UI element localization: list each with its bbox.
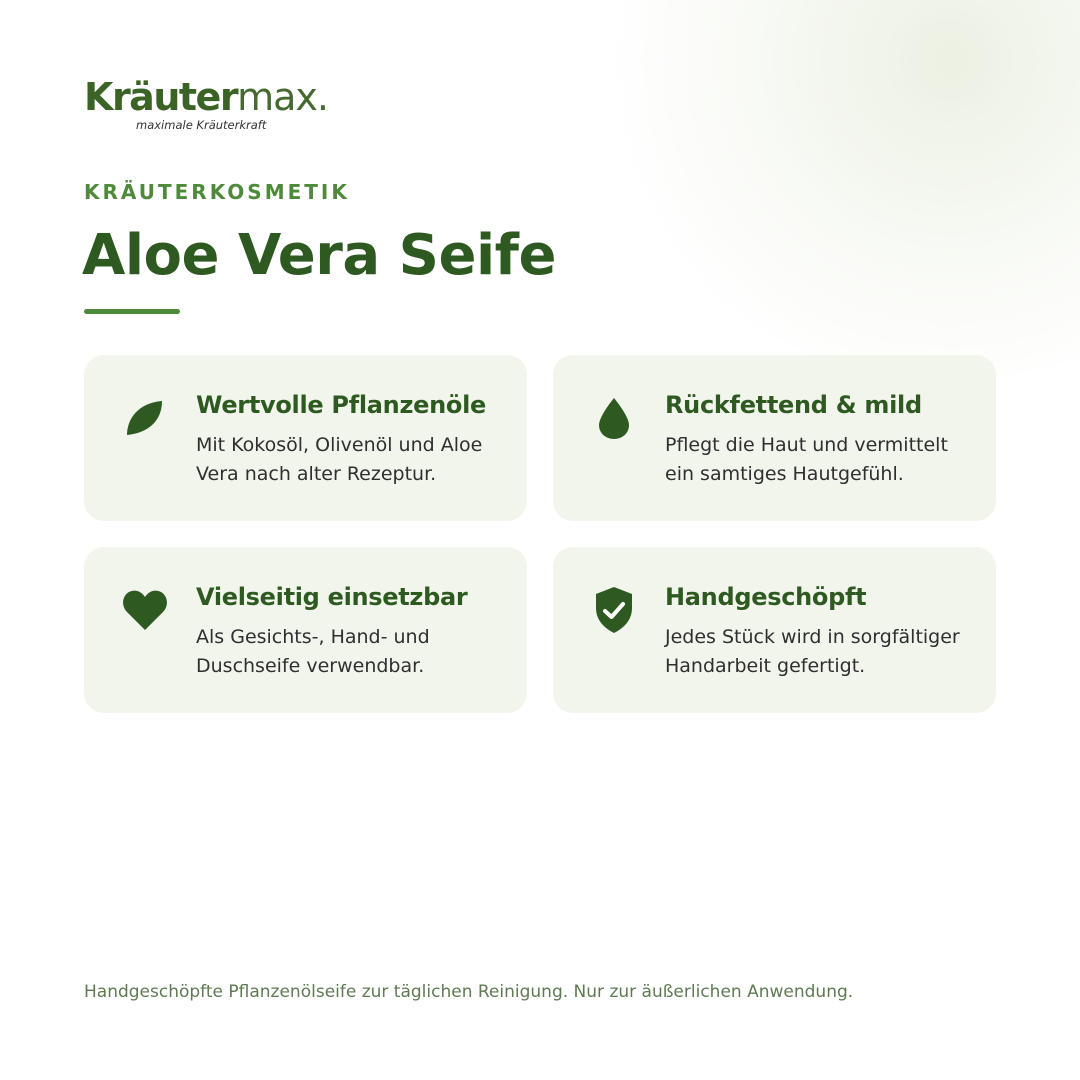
leaf-icon xyxy=(122,395,168,441)
feature-description: Mit Kokosöl, Olivenöl und Aloe Vera nach alter Rezeptur. xyxy=(196,434,483,485)
page-title: Aloe Vera Seife xyxy=(82,223,556,288)
drop-icon xyxy=(591,395,637,441)
feature-title: Handgeschöpft xyxy=(665,583,867,611)
shield-check-icon xyxy=(591,587,637,633)
footer-note: Handgeschöpfte Pflanzenölseife zur täglichen Reinigung. Nur zur äußerlichen Anwendung. xyxy=(84,982,854,1002)
feature-title: Wertvolle Pflanzenöle xyxy=(196,391,486,419)
feature-title: Vielseitig einsetzbar xyxy=(196,583,468,611)
feature-card-vielseitig xyxy=(84,547,527,713)
logo-wordmark-bold: Kräuter xyxy=(84,75,238,119)
logo-tagline: maximale Kräuterkraft xyxy=(136,118,267,132)
heart-icon xyxy=(122,587,168,633)
feature-title: Rückfettend & mild xyxy=(665,391,922,419)
brand-logo xyxy=(84,70,344,136)
category-eyebrow: KRÄUTERKOSMETIK xyxy=(84,180,350,204)
background-glow xyxy=(600,0,1080,380)
title-underline xyxy=(84,309,180,314)
feature-description: Jedes Stück wird in sorgfältiger Handarbeit gefertigt. xyxy=(665,626,960,677)
feature-card-handgeschoepft xyxy=(553,547,996,713)
feature-card-pflanzenoele xyxy=(84,355,527,521)
feature-card-rueckfettend xyxy=(553,355,996,521)
logo-wordmark xyxy=(84,70,328,123)
feature-description: Als Gesichts-, Hand- und Duschseife verwendbar. xyxy=(196,626,430,677)
logo-wordmark-light: max. xyxy=(237,75,328,119)
feature-description: Pflegt die Haut und vermittelt ein samtiges Hautgefühl. xyxy=(665,434,948,485)
